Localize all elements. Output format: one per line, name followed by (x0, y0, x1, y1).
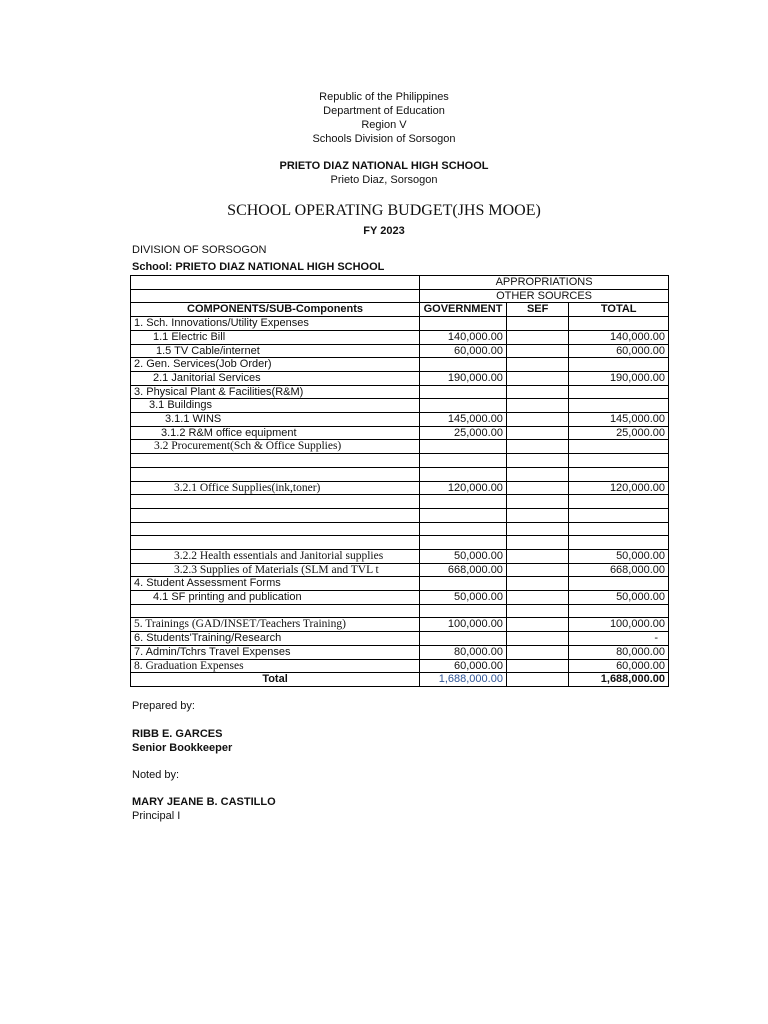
document-header (0, 90, 768, 146)
table-row (131, 495, 669, 509)
appropriations-header: APPROPRIATIONS (420, 276, 669, 290)
header-region: Region V (361, 119, 407, 131)
row-total (569, 577, 669, 591)
row-total: 668,000.00 (569, 563, 669, 577)
table-row (131, 645, 669, 659)
row-label: 7. Admin/Tchrs Travel Expenses (131, 645, 420, 659)
row-gov (420, 440, 507, 454)
row-gov (420, 632, 507, 646)
table-row (131, 385, 669, 399)
table-row (131, 659, 669, 673)
row-label: 4. Student Assessment Forms (131, 577, 420, 591)
row-total: 140,000.00 (569, 330, 669, 344)
total-government: 1,688,000.00 (420, 673, 507, 687)
table-row (131, 330, 669, 344)
table-row (131, 591, 669, 605)
school-block (0, 159, 768, 187)
row-label: 3. Physical Plant & Facilities(R&M) (131, 385, 420, 399)
row-label: 3.1 Buildings (131, 399, 420, 413)
row-gov (420, 399, 507, 413)
row-label: 8. Graduation Expenses (131, 659, 420, 673)
school-name: PRIETO DIAZ NATIONAL HIGH SCHOOL (279, 160, 489, 172)
other-sources-header: OTHER SOURCES (420, 289, 669, 303)
table-row (131, 289, 669, 303)
row-total: - (569, 632, 669, 646)
row-gov: 60,000.00 (420, 344, 507, 358)
total-label: Total (131, 673, 420, 687)
header-department: Department of Education (323, 105, 445, 117)
table-row (131, 604, 669, 618)
table-row (131, 577, 669, 591)
row-label: 2.1 Janitorial Services (131, 371, 420, 385)
row-label: 3.2 Procurement(Sch & Office Supplies) (131, 440, 420, 454)
col-sef: SEF (506, 303, 568, 317)
document-title: SCHOOL OPERATING BUDGET(JHS MOOE) (227, 202, 541, 219)
row-gov (420, 358, 507, 372)
prepared-by-label: Prepared by: (132, 700, 195, 712)
row-total: 120,000.00 (569, 481, 669, 495)
prepared-name: RIBB E. GARCES (132, 728, 223, 740)
row-total: 190,000.00 (569, 371, 669, 385)
row-total: 60,000.00 (569, 344, 669, 358)
row-total: 60,000.00 (569, 659, 669, 673)
table-row (131, 276, 669, 290)
row-gov: 25,000.00 (420, 426, 507, 440)
header-division: Schools Division of Sorsogon (312, 133, 456, 145)
header-republic: Republic of the Philippines (319, 91, 449, 103)
budget-table (130, 275, 669, 687)
division-label: DIVISION OF SORSOGON (132, 244, 267, 256)
row-gov (420, 577, 507, 591)
row-label: 1. Sch. Innovations/Utility Expenses (131, 317, 420, 331)
table-row (131, 454, 669, 468)
table-row (131, 563, 669, 577)
fiscal-year: FY 2023 (363, 225, 405, 237)
row-gov: 140,000.00 (420, 330, 507, 344)
table-row (131, 549, 669, 563)
noted-by-label: Noted by: (132, 769, 180, 781)
row-label: 3.2.2 Health essentials and Janitorial supplies (131, 549, 420, 563)
row-label: 3.2.1 Office Supplies(ink,toner) (131, 481, 420, 495)
col-government: GOVERNMENT (420, 303, 507, 317)
row-label: 6. Students'Training/Research (131, 632, 420, 646)
table-row (131, 413, 669, 427)
row-gov: 190,000.00 (420, 371, 507, 385)
table-row (131, 632, 669, 646)
row-gov: 60,000.00 (420, 659, 507, 673)
row-total (569, 399, 669, 413)
row-total: 145,000.00 (569, 413, 669, 427)
row-gov (420, 385, 507, 399)
table-row (131, 317, 669, 331)
row-total: 100,000.00 (569, 618, 669, 632)
noted-name: MARY JEANE B. CASTILLO (132, 796, 276, 808)
table-row (131, 522, 669, 536)
table-row (131, 399, 669, 413)
row-total (569, 440, 669, 454)
school-address: Prieto Diaz, Sorsogon (330, 174, 438, 186)
table-row (131, 371, 669, 385)
row-total (569, 385, 669, 399)
row-label: 1.1 Electric Bill (131, 330, 420, 344)
row-gov: 100,000.00 (420, 618, 507, 632)
prepared-title: Senior Bookkeeper (132, 742, 233, 754)
row-total (569, 317, 669, 331)
total-total: 1,688,000.00 (569, 673, 669, 687)
row-label: 2. Gen. Services(Job Order) (131, 358, 420, 372)
row-gov: 145,000.00 (420, 413, 507, 427)
table-row (131, 440, 669, 454)
table-row (131, 344, 669, 358)
row-label: 3.1.2 R&M office equipment (131, 426, 420, 440)
prepared-name-block (132, 728, 222, 740)
row-gov: 668,000.00 (420, 563, 507, 577)
table-row (131, 481, 669, 495)
noted-title: Principal I (132, 810, 181, 822)
row-gov (420, 317, 507, 331)
table-row (131, 358, 669, 372)
row-gov: 80,000.00 (420, 645, 507, 659)
table-row (131, 536, 669, 550)
table-row (131, 426, 669, 440)
col-total: TOTAL (569, 303, 669, 317)
row-label: 3.1.1 WINS (131, 413, 420, 427)
col-components: COMPONENTS/SUB-Components (131, 303, 420, 317)
table-header-row (131, 303, 669, 317)
row-total: 80,000.00 (569, 645, 669, 659)
school-line: School: PRIETO DIAZ NATIONAL HIGH SCHOOL (132, 261, 385, 273)
row-total: 50,000.00 (569, 549, 669, 563)
total-row (131, 673, 669, 687)
table-row (131, 467, 669, 481)
row-gov: 120,000.00 (420, 481, 507, 495)
noted-name-block (132, 796, 276, 808)
row-label: 4.1 SF printing and publication (131, 591, 420, 605)
table-row (131, 508, 669, 522)
row-gov: 50,000.00 (420, 549, 507, 563)
row-total (569, 358, 669, 372)
prepared-title-block (132, 742, 232, 754)
row-label: 1.5 TV Cable/internet (131, 344, 420, 358)
row-total: 25,000.00 (569, 426, 669, 440)
row-total: 50,000.00 (569, 591, 669, 605)
row-label: 5. Trainings (GAD/INSET/Teachers Training) (131, 618, 420, 632)
row-label: 3.2.3 Supplies of Materials (SLM and TVL t (131, 563, 420, 577)
table-row (131, 618, 669, 632)
row-gov: 50,000.00 (420, 591, 507, 605)
